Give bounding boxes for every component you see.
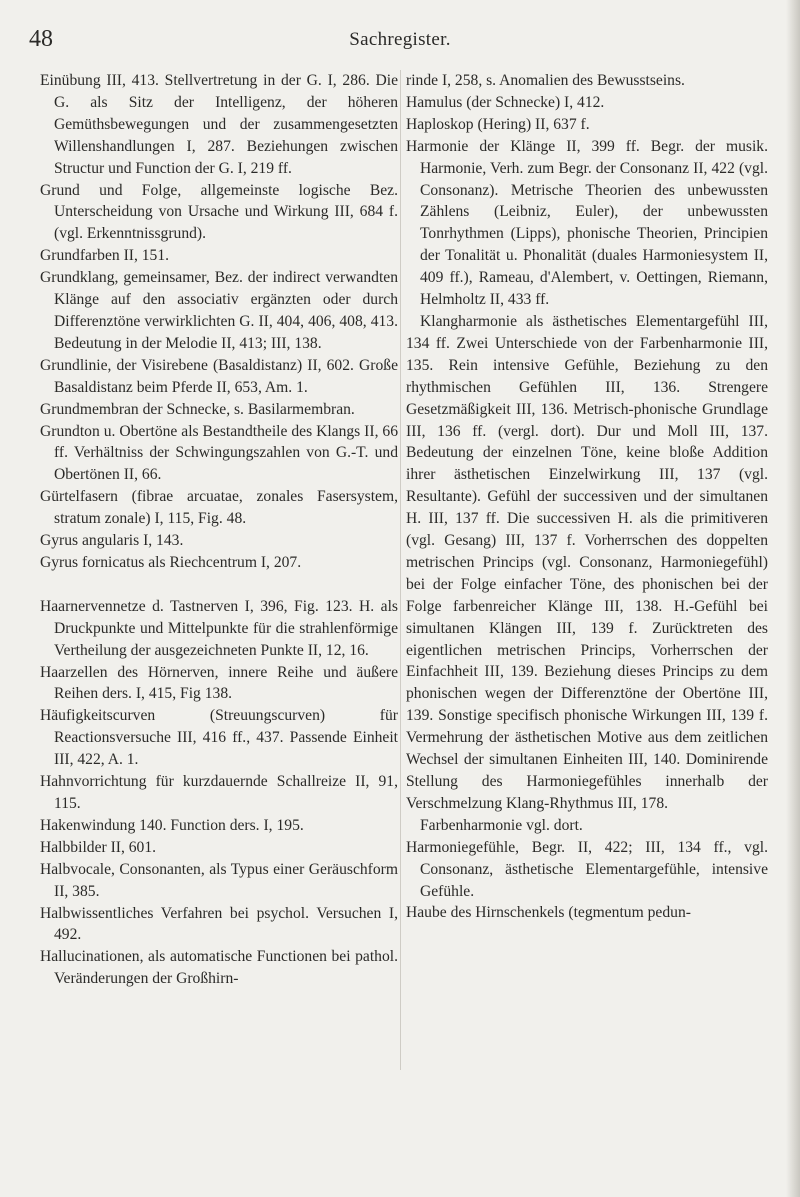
index-entry: Haploskop (Hering) II, 637 f.: [406, 115, 590, 133]
index-entry: Gyrus fornicatus als Riechcentrum I, 207.: [40, 553, 302, 571]
index-entry: Hahnvorrichtung für kurzdauernde Schallreize II, 91, 115.: [40, 773, 398, 812]
index-entry: Gyrus angularis I, 143.: [40, 532, 184, 550]
index-entry: Halbwissentliches Verfahren bei psychol. Versuchen I, 492.: [40, 904, 398, 944]
page-edge: [786, 0, 800, 1197]
index-entry: Grundlinie, der Visirebene (Basaldistanz) II, 602. Große Basaldistanz beim Pferde II, 653, Am. 1.: [40, 356, 398, 396]
index-entry: Grundfarben II, 151.: [40, 247, 170, 265]
column-divider: [400, 70, 401, 1070]
index-entry: Haarnervennetze d. Tastnerven I, 396, Fig. 123. H. als Druckpunkte und Mittelpunkte für die strahlenförmige Vertheilung der ausgezeichneten Punkte II, 12, 16.: [40, 597, 398, 659]
index-entry: Hallucinationen, als automatische Functionen bei pathol. Veränderungen der Großhirn-: [40, 948, 398, 988]
index-entry: Gürtelfasern (fibrae arcuatae, zonales Fasersystem, stratum zonale) I, 115, Fig. 48.: [40, 488, 398, 528]
index-entry: Harmonie der Klänge II, 399 ff. Begr. der musik. Harmonie, Verh. zum Begr. der Consonanz II, 422 (vgl. Consonanz). Metrische Theorien des unbewussten Zählens (Leibniz, Euler), der unbewussten Tonrhythmen (Lipps), phonische Theorien, Principien der Tonalität u. Phonalität (duales Harmoniesystem II, 409 ff.), Rameau, d'Alembert, v. Oettingen, Riemann, Helmholtz II, 433 ff.: [406, 137, 768, 309]
index-entry: Grundton u. Obertöne als Bestandtheile des Klangs II, 66 ff. Verhältniss der Schwingungszahlen von G.-T. und Obertönen II, 66.: [40, 422, 398, 484]
index-entry: Haarzellen des Hörnerven, innere Reihe und äußere Reihen ders. I, 415, Fig 138.: [40, 663, 398, 703]
index-entry: Hamulus (der Schnecke) I, 412.: [406, 93, 605, 111]
index-entry: Halbvocale, Consonanten, als Typus einer Geräuschform II, 385.: [40, 860, 398, 900]
index-subentry: Klangharmonie als ästhetisches Elementargefühl III, 134 ff. Zwei Unterschiede von der Farbenharmonie III, 135. Rein intensive Gefühle, Beziehung zu den rhythmischen Gefühlen III, 136. Strengere Gesetzmäßigkeit III, 136. Metrisch-phonische Grundlage III, 136 ff. (vergl. dort). Dur und Moll III, 137. Bedeutung der einzelnen Töne, keine bloße Addition ihrer ästhetischen Einzelwirkung III, 137 (vgl. Resultante). Gefühl der successiven und der simultanen H. III, 137 ff. Die successiven H. als die primitiveren (vgl. Gesang) III, 137 f. Vorherrschen des doppelten metrischen Princips (vgl. Consonanz, Harmoniegefühl) bei der Folge einfacher Töne, des phonischen bei der Folge farbenreicher Klänge III, 138. H.-Gefühl bei simultanen Klängen III, 139 f. Zurücktreten des eigentlichen metrischen Princips, Vorherrschen der Einfachheit III, 139. Beziehung dieses Princips zu dem phonischen wegen der Differenztöne der Obertöne III, 139. Sonstige specifisch phonische Wirkungen III, 139 f. Vermehrung der ästhetischen Motive aus dem zeitlichen Wechsel der simultanen Einheiten III, 140. Dominirende Stellung des Harmoniegefühles innerhalb der Verschmelzung Klang-Rhythmus III, 178.: [406, 312, 768, 812]
index-entry: Hakenwindung 140. Function ders. I, 195.: [40, 816, 304, 834]
page-header: [0, 24, 800, 64]
index-entry: Grundklang, gemeinsamer, Bez. der indirect verwandten Klänge auf den associativ ergänzten oder durch Differenztöne verwirklichten G. II, 404, 406, 408, 413. Bedeutung in der Melodie II, 413; III, 138.: [40, 269, 398, 352]
section-gap: [40, 574, 398, 596]
index-entry: rinde I, 258, s. Anomalien des Bewusstseins.: [406, 72, 685, 89]
left-column: [40, 70, 398, 990]
index-entry: Häufigkeitscurven (Streuungscurven) für Reactionsversuche III, 416 ff., 437. Passende Einheit III, 422, A. 1.: [40, 707, 398, 769]
index-entry: Grund und Folge, allgemeinste logische Bez. Unterscheidung von Ursache und Wirkung III, 684 f. (vgl. Erkenntnissgrund).: [40, 181, 398, 243]
index-entry: Halbbilder II, 601.: [40, 838, 157, 856]
index-entry: Harmoniegefühle, Begr. II, 422; III, 134 ff., vgl. Consonanz, ästhetische Elementargefühle, intensive Gefühle.: [406, 838, 768, 900]
right-column: [406, 70, 768, 924]
running-head: Sachregister.: [349, 29, 451, 50]
index-entry: Haube des Hirnschenkels (tegmentum pedun-: [406, 904, 691, 922]
page-number: 48: [29, 26, 53, 52]
index-subentry: Farbenharmonie vgl. dort.: [420, 816, 583, 834]
index-entry: Grundmembran der Schnecke, s. Basilarmembran.: [40, 400, 355, 418]
index-entry: Einübung III, 413. Stellvertretung in der G. I, 286. Die G. als Sitz der Intelligenz, der höheren Gemüthsbewegungen und der zusammengesetzten Willenshandlungen I, 287. Beziehungen zwischen Structur und Function der G. I, 219 ff.: [40, 72, 398, 177]
